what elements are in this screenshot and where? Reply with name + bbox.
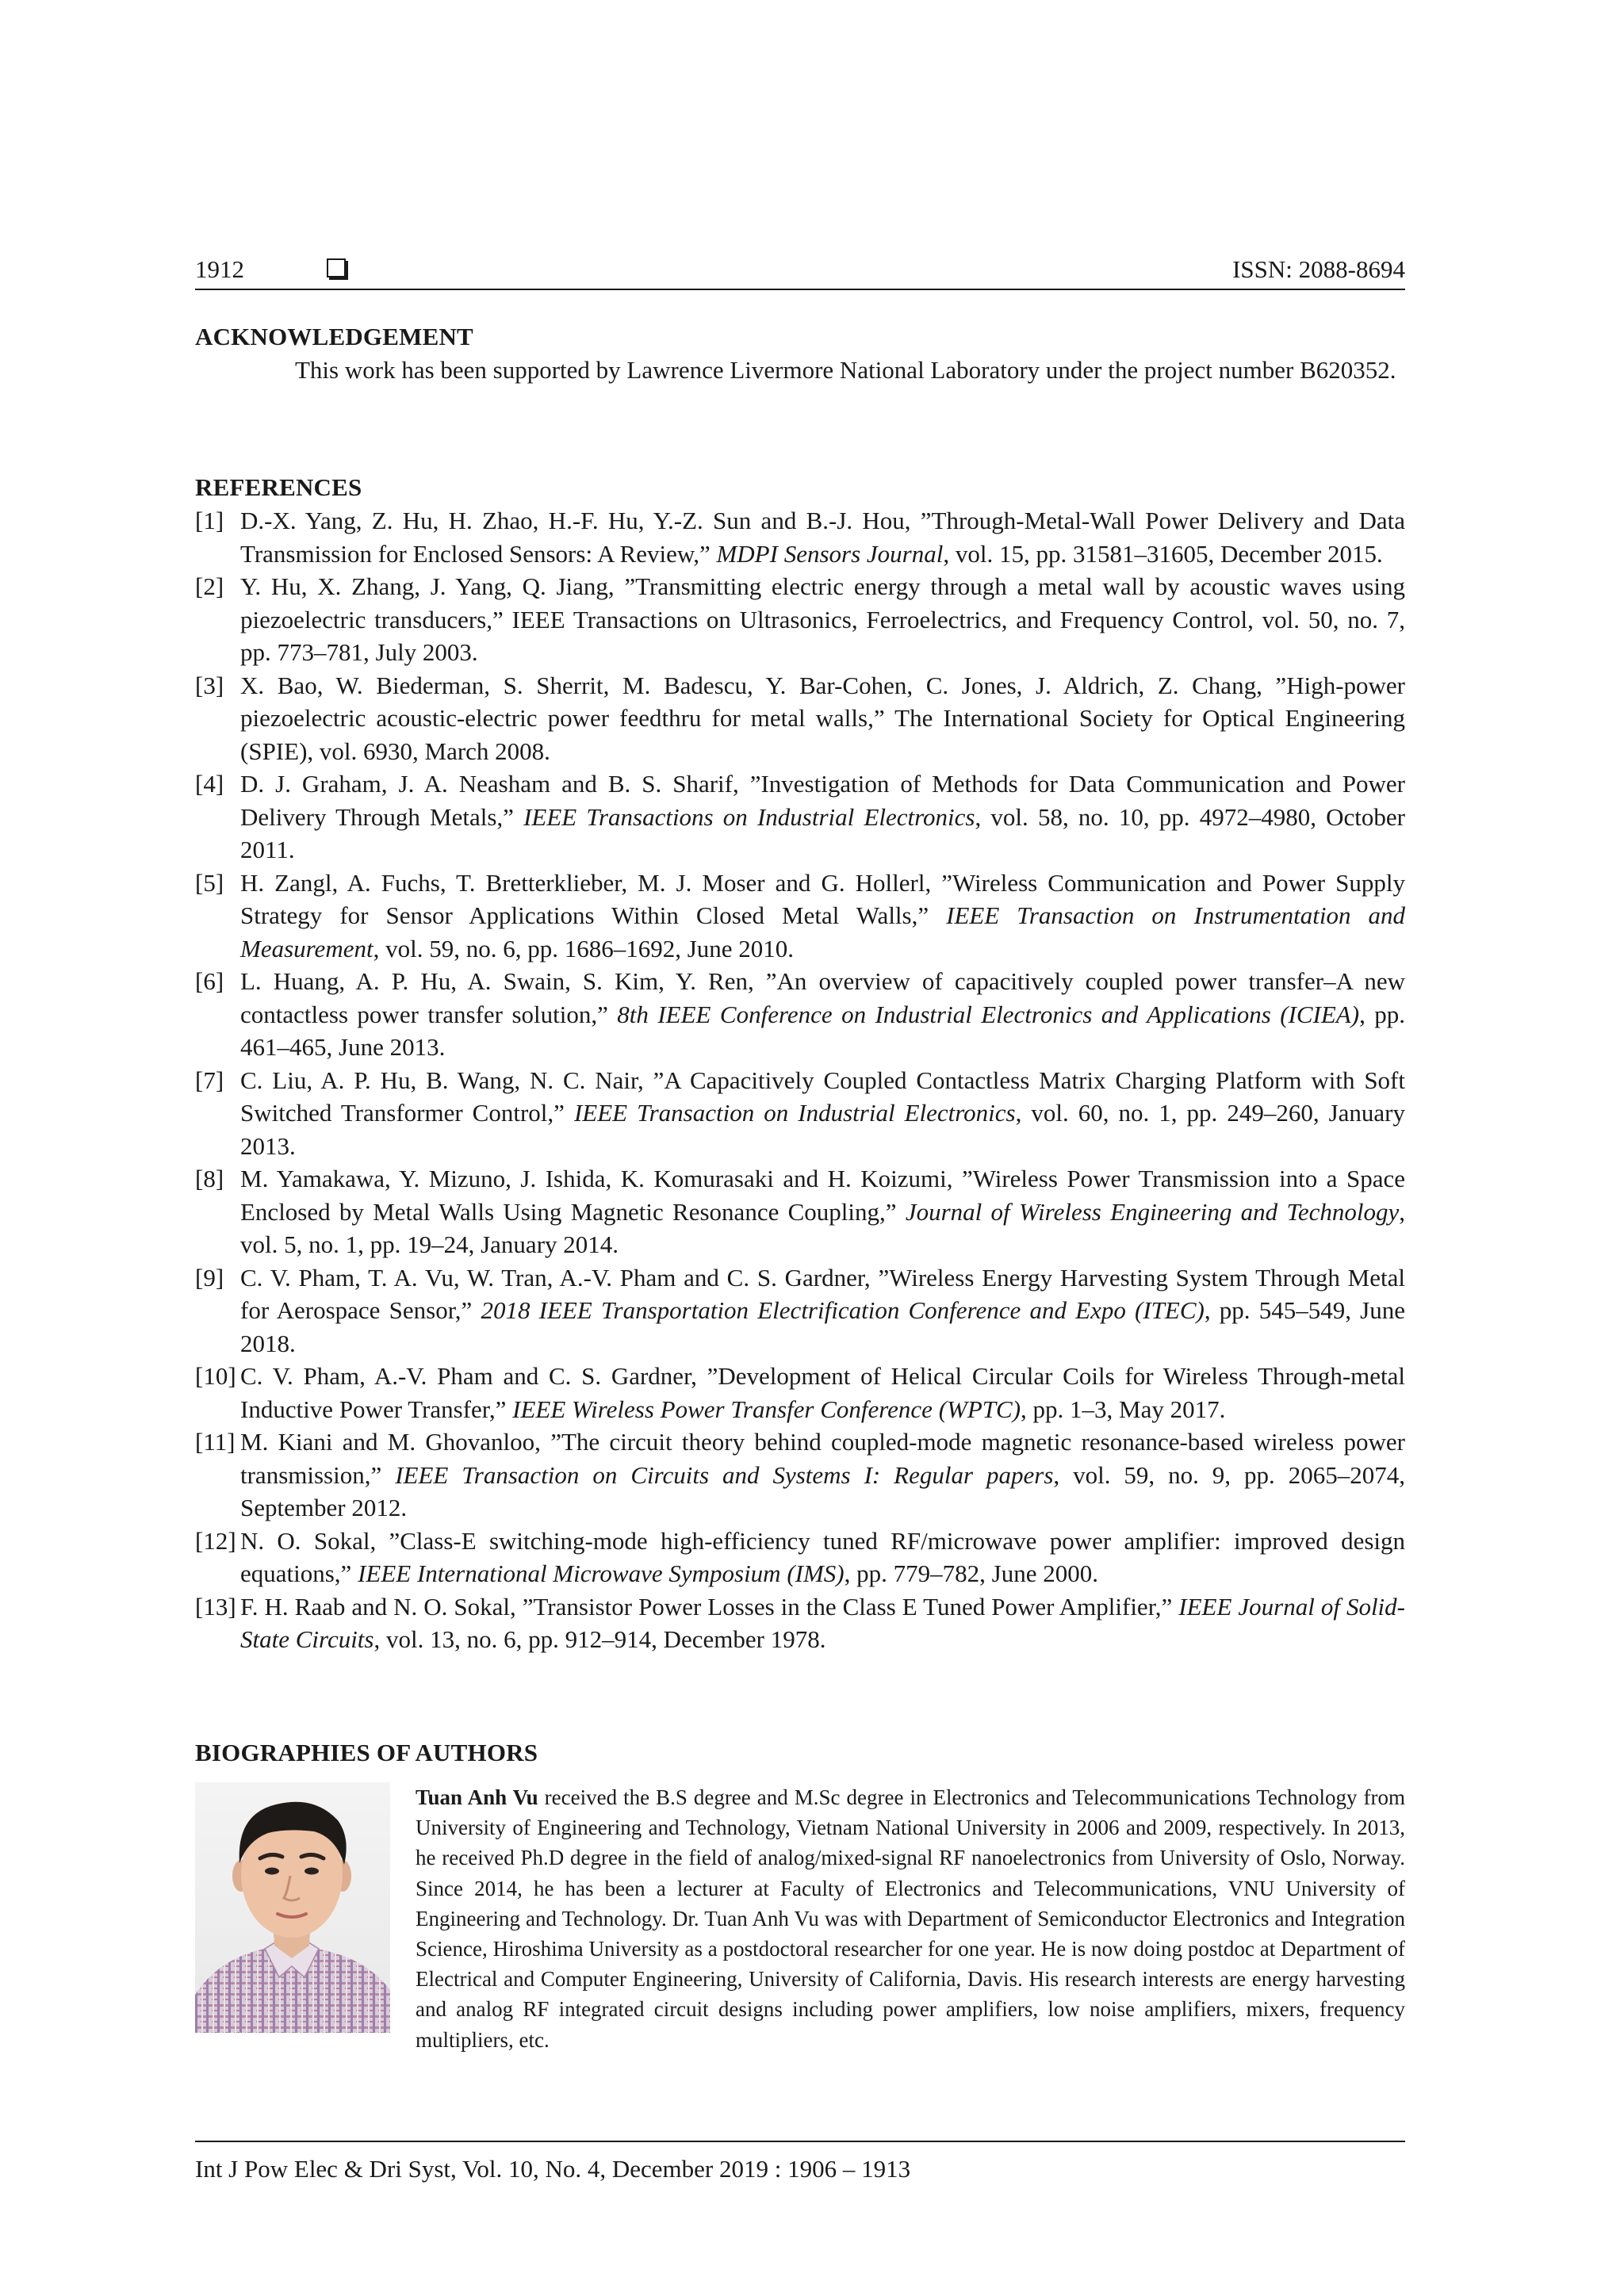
biographies-section [195, 1736, 1405, 1770]
reference-item: [10] C. V. Pham, A.-V. Pham and C. S. Gardner, ”Development of Helical Circular Coils for Wireless Through-metal Inductive Power Transfer,” IEEE Wireless Power Transfer Conference (WPTC), pp. 1–3, May 2017. [195, 1362, 1405, 1423]
author-photo [195, 1782, 390, 2033]
square-box-icon [327, 258, 346, 277]
reference-item: [11] M. Kiani and M. Ghovanloo, ”The circuit theory behind coupled-mode magnetic resonance-based wireless power transmission,” IEEE Transaction on Circuits and Systems I: Regular papers, vol. 59, no. 9, pp. 2065–2074, September 2012. [195, 1428, 1405, 1521]
reference-item: [7] C. Liu, A. P. Hu, B. Wang, N. C. Nair, ”A Capacitively Coupled Contactless Matrix Charging Platform with Soft Switched Transformer Control,” IEEE Transaction on Industrial Electronics, vol. 60, no. 1, pp. 249–260, January 2013. [195, 1066, 1405, 1160]
issn-label: ISSN: 2088-8694 [1232, 255, 1405, 283]
reference-item: [12] N. O. Sokal, ”Class-E switching-mode high-efficiency tuned RF/microwave power amplifier: improved design equations,” IEEE International Microwave Symposium (IMS), pp. 779–782, June 2000. [195, 1526, 1405, 1587]
acknowledgement-section [195, 320, 1405, 387]
header-rule [195, 289, 1405, 290]
reference-item: [13] F. H. Raab and N. O. Sokal, ”Transistor Power Losses in the Class E Tuned Power Amplifier,” IEEE Journal of Solid-State Circuits, vol. 13, no. 6, pp. 912–914, December 1978. [195, 1592, 1405, 1653]
reference-item: [8] M. Yamakawa, Y. Mizuno, J. Ishida, K. Komurasaki and H. Koizumi, ”Wireless Power Transmission into a Space Enclosed by Metal Walls Using Magnetic Resonance Coupling,” Journal of Wireless Engineering and Technology, vol. 5, no. 1, pp. 19–24, January 2014. [195, 1165, 1405, 1258]
reference-item: [3] X. Bao, W. Biederman, S. Sherrit, M. Badescu, Y. Bar-Cohen, C. Jones, J. Aldrich, Z. Chang, ”High-power piezoelectric acoustic-electric power feedthru for metal walls,” The International Society for Optical Engineering (SPIE), vol. 6930, March 2008. [195, 671, 1405, 765]
bio-text [416, 1782, 1405, 2055]
reference-item: [1] D.-X. Yang, Z. Hu, H. Zhao, H.-F. Hu, Y.-Z. Sun and B.-J. Hou, ”Through-Metal-Wall Power Delivery and Data Transmission for Enclosed Sensors: A Review,” MDPI Sensors Journal, vol. 15, pp. 31581–31605, December 2015. [195, 507, 1405, 568]
acknowledgement-text: This work has been supported by Lawrence Livermore National Laboratory under the project number B620352. [295, 356, 1396, 384]
references-heading: REFERENCES [195, 473, 362, 501]
reference-list [195, 504, 1405, 1656]
reference-item: [4] D. J. Graham, J. A. Neasham and B. S. Sharif, ”Investigation of Methods for Data Communication and Power Delivery Through Metals,” IEEE Transactions on Industrial Electronics, vol. 58, no. 10, pp. 4972–4980, October 2011. [195, 770, 1405, 863]
references-section [195, 471, 1405, 1656]
author-name: Tuan Anh Vu [416, 1785, 538, 1809]
reference-item: [5] H. Zangl, A. Fuchs, T. Bretterklieber, M. J. Moser and G. Hollerl, ”Wireless Communication and Power Supply Strategy for Sensor Applications Within Closed Metal Walls,” IEEE Transaction on Instrumentation and Measurement, vol. 59, no. 6, pp. 1686–1692, June 2010. [195, 868, 1406, 962]
reference-item: [6] L. Huang, A. P. Hu, A. Swain, S. Kim, Y. Ren, ”An overview of capacitively coupled power transfer–A new contactless power transfer solution,” 8th IEEE Conference on Industrial Electronics and Applications (ICIEA), pp. 461–465, June 2013. [195, 967, 1406, 1061]
bio-body: received the B.S degree and M.Sc degree in Electronics and Telecommunications Technology from University of Engineering and Technology, Vietnam National University in 2006 and 2009, respectively. In 2013, he received Ph.D degree in the field of analog/mixed-signal RF nanoelectronics from University of Oslo, Norway. Since 2014, he has been a lecturer at Faculty of Electronics and Telecommunications, VNU University of Engineering and Technology. Dr. Tuan Anh Vu was with Department of Semiconductor Electronics and Integration Science, Hiroshima University as a postdoctoral researcher for one year. He is now doing postdoc at Department of Electrical and Computer Engineering, University of California, Davis. His research interests are energy harvesting and analog RF integrated circuit designs including power amplifiers, low noise amplifiers, mixers, frequency multipliers, etc. [416, 1785, 1405, 2052]
footer-rule [195, 2141, 1405, 2142]
reference-item: [2] Y. Hu, X. Zhang, J. Yang, Q. Jiang, ”Transmitting electric energy through a metal wall by acoustic waves using piezoelectric transducers,” IEEE Transactions on Ultrasonics, Ferroelectrics, and Frequency Control, vol. 50, no. 7, pp. 773–781, July 2003. [195, 572, 1405, 666]
page-number: 1912 [195, 255, 244, 283]
page [195, 0, 1405, 2296]
acknowledgement-heading: ACKNOWLEDGEMENT [195, 323, 473, 350]
footer-citation: Int J Pow Elec & Dri Syst, Vol. 10, No. 4, December 2019 : 1906 – 1913 [195, 2155, 911, 2183]
running-head [195, 252, 1405, 287]
biographies-heading: BIOGRAPHIES OF AUTHORS [195, 1739, 538, 1766]
reference-item: [9] C. V. Pham, T. A. Vu, W. Tran, A.-V. Pham and C. S. Gardner, ”Wireless Energy Harvesting System Through Metal for Aerospace Sensor,” 2018 IEEE Transportation Electrification Conference and Expo (ITEC), pp. 545–549, June 2018. [195, 1263, 1405, 1357]
